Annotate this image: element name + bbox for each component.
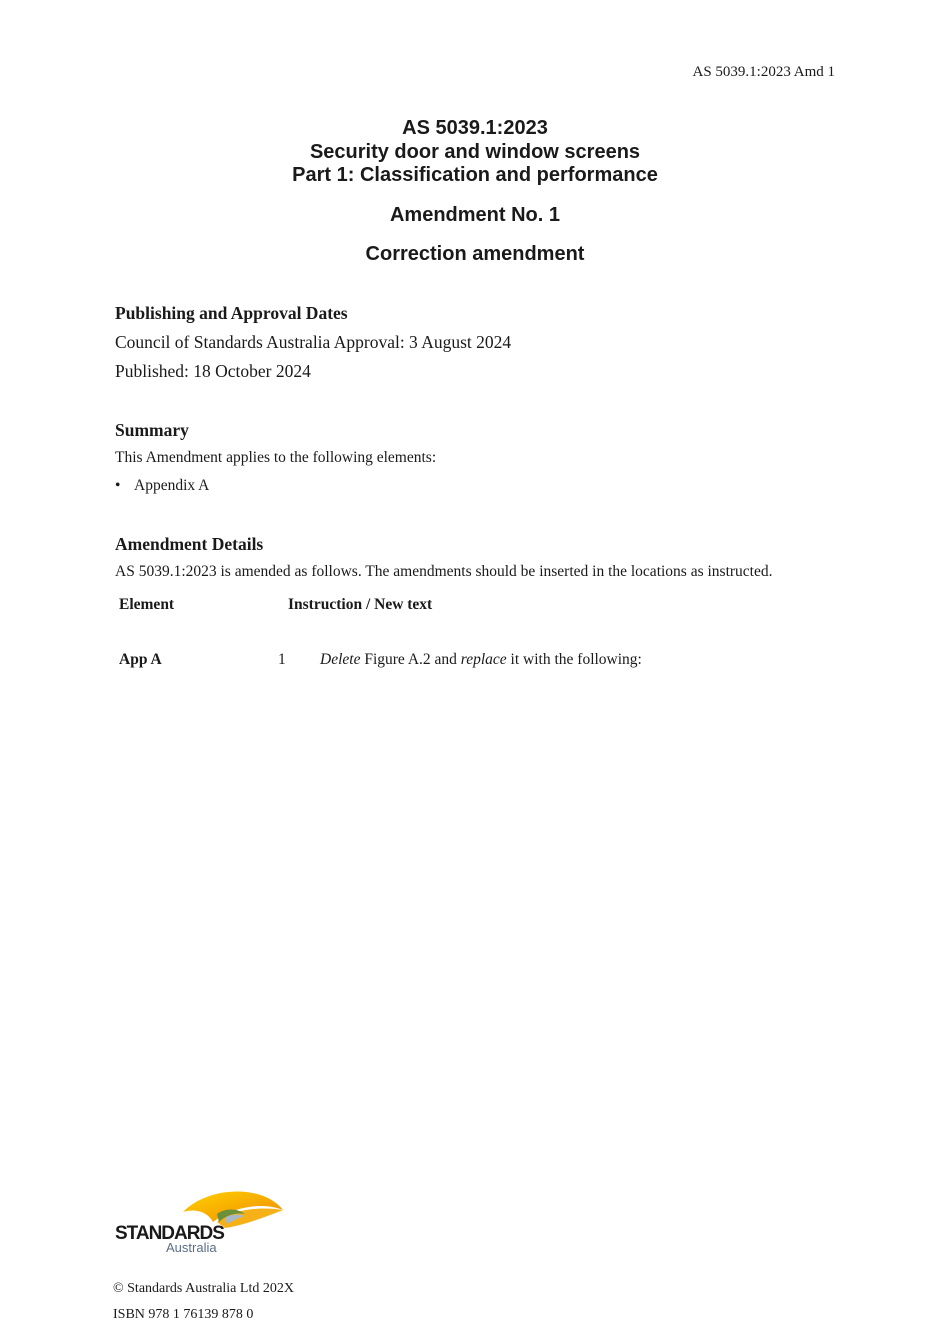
instruction-verb-replace: replace	[460, 651, 507, 668]
row-number: 1	[278, 651, 286, 668]
publishing-heading: Publishing and Approval Dates	[115, 303, 348, 323]
logo-swoosh-icon	[113, 1188, 288, 1254]
instruction-verb-delete: Delete	[320, 651, 361, 668]
document-title	[0, 117, 950, 188]
instruction-text-tail: it with the following:	[506, 651, 642, 668]
amendment-type: Correction amendment	[365, 243, 585, 265]
approval-date: Council of Standards Australia Approval: 3 August 2024	[115, 332, 512, 352]
details-intro: AS 5039.1:2023 is amended as follows. The amendments should be inserted in the locations as instructed.	[115, 563, 773, 580]
details-heading: Amendment Details	[115, 534, 264, 554]
summary-heading: Summary	[115, 420, 189, 440]
logo-subtitle: Australia	[166, 1240, 217, 1254]
amendment-number: Amendment No. 1	[389, 204, 561, 226]
instruction-text: Figure A.2 and	[360, 651, 461, 668]
column-header-instruction: Instruction / New text	[288, 596, 433, 613]
row-element: App A	[119, 651, 162, 668]
row-instruction	[320, 651, 642, 669]
column-header-element: Element	[119, 596, 175, 613]
summary-intro: This Amendment applies to the following elements:	[115, 449, 437, 466]
standards-australia-logo	[113, 1188, 288, 1254]
list-item	[115, 477, 209, 495]
title-standard-number: AS 5039.1:2023	[402, 117, 548, 139]
title-part: Part 1: Classification and performance	[292, 164, 658, 186]
logo-wordmark: STANDARDS	[115, 1223, 224, 1244]
title-standard-name: Security door and window screens	[309, 140, 641, 163]
copyright: © Standards Australia Ltd 202X	[113, 1281, 294, 1296]
document-reference: AS 5039.1:2023 Amd 1	[692, 64, 835, 80]
isbn: ISBN 978 1 76139 878 0	[113, 1307, 254, 1322]
summary-item: Appendix A	[134, 477, 210, 494]
published-date: Published: 18 October 2024	[115, 361, 311, 381]
bullet-icon: •	[115, 477, 121, 494]
